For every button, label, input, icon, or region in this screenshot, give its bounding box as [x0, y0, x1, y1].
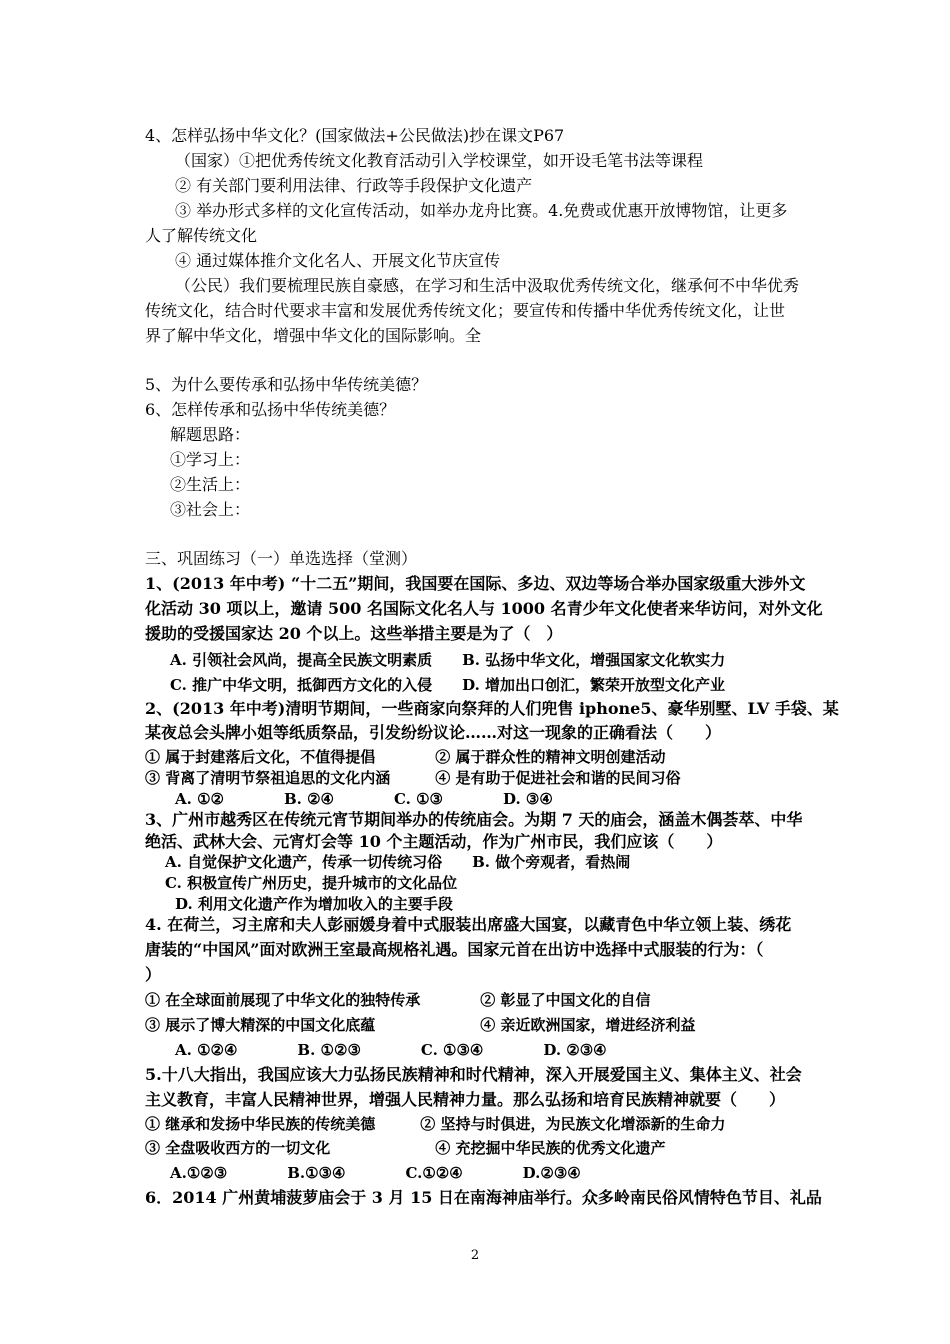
answer-options: A. 自觉保护文化遗产，传承一切传统习俗 B. 做个旁观者，看热闹	[165, 853, 631, 871]
page-number: 2	[470, 1248, 480, 1263]
question-text: 化活动 30 项以上，邀请 500 名国际文化名人与 1000 名青少年文化使者来华访问，对外文化	[145, 599, 823, 618]
answer-options: A.①②③ B.①③④ C.①②④ D.②③④	[170, 1164, 581, 1182]
answer-options: D. 利用文化遗产作为增加收入的主要手段	[175, 895, 453, 913]
text-line: 界了解中华文化，增强中华文化的国际影响。全	[145, 326, 482, 345]
question-text: 6．2014 广州黄埔菠萝庙会于 3 月 15 日在南海神庙举行。众多岭南民俗风情特色节目、礼品	[145, 1188, 822, 1207]
question-text: 主义教育，丰富人民精神世界，增强人民精神力量。那么弘扬和培育民族精神就要（ ）	[145, 1090, 786, 1109]
text-line: ③ 举办形式多样的文化宣传活动，如举办龙舟比赛。4.免费或优惠开放博物馆，让更多	[175, 201, 788, 220]
text-line: 人了解传统文化	[145, 226, 258, 245]
text-line: （公民）我们要梳理民族自豪感，在学习和生活中汲取优秀传统文化，继承何不中华优秀	[175, 276, 800, 295]
answer-options: ① 继承和发扬中华民族的传统美德 ② 坚持与时俱进，为民族文化增添新的生命力	[145, 1115, 726, 1133]
question-text: 4. 在荷兰，习主席和夫人彭丽媛身着中式服装出席盛大国宴，以藏青色中华立领上装、绣花	[145, 915, 792, 934]
question-text: 5.十八大指出，我国应该大力弘扬民族精神和时代精神，深入开展爱国主义、集体主义、社会	[145, 1065, 802, 1084]
answer-options: ③ 背离了清明节祭祖追思的文化内涵 ④ 是有助于促进社会和谐的民间习俗	[145, 769, 681, 787]
question-text: 绝活、武林大会、元宵灯会等 10 个主题活动，作为广州市民，我们应该（ ）	[145, 832, 723, 851]
answer-options: A. ①②④ B. ①②③ C. ①③④ D. ②③④	[175, 1041, 607, 1059]
question-text: ）	[145, 965, 162, 984]
answer-options: ① 在全球面前展现了中华文化的独特传承 ② 彰显了中国文化的自信	[145, 991, 651, 1009]
text-line: ③社会上：	[170, 500, 251, 519]
text-line: 解题思路：	[170, 425, 251, 444]
text-line: ②生活上：	[170, 475, 251, 494]
question-text: 2、(2013 年中考)清明节期间，一些商家向祭拜的人们兜售 iphone5、豪华别墅、LV 手袋、某	[145, 699, 839, 718]
answer-options: C. 推广中华文明，抵御西方文化的入侵 D. 增加出口创汇，繁荣开放型文化产业	[170, 676, 726, 694]
answer-options: ③ 全盘吸收西方的一切文化 ④ 充挖掘中华民族的优秀文化遗产	[145, 1139, 666, 1157]
question-text: 唐装的“中国风”面对欧洲王室最高规格礼遇。国家元首在出访中选择中式服装的行为：（	[145, 940, 764, 959]
text-line: ② 有关部门要利用法律、行政等手段保护文化遗产	[175, 176, 533, 195]
text-line: 6、怎样传承和弘扬中华传统美德？	[145, 400, 396, 419]
answer-options: C. 积极宣传广州历史，提升城市的文化品位	[165, 874, 458, 892]
section-heading: 三、巩固练习（一）单选选择（堂测）	[145, 549, 418, 568]
question-text: 援助的受援国家达 20 个以上。这些举措主要是为了（ ）	[145, 624, 563, 643]
question-text: 1、(2013 年中考) “十二五”期间，我国要在国际、多边、双边等场合举办国家级重大涉外文	[145, 574, 806, 593]
answer-options: A. ①② B. ②④ C. ①③ D. ③④	[175, 790, 553, 808]
answer-options: ③ 展示了博大精深的中国文化底蕴 ④ 亲近欧洲国家，增进经济利益	[145, 1016, 696, 1034]
text-line: ④ 通过媒体推介文化名人、开展文化节庆宣传	[175, 251, 501, 270]
answer-options: A. 引领社会风尚，提高全民族文明素质 B. 弘扬中华文化，增强国家文化软实力	[170, 651, 726, 669]
text-line: ①学习上：	[170, 450, 251, 469]
text-line: 4、怎样弘扬中华文化？(国家做法+公民做法)抄在课文P67	[145, 126, 565, 145]
text-line: （国家）①把优秀传统文化教育活动引入学校课堂，如开设毛笔书法等课程	[175, 151, 704, 170]
answer-options: ① 属于封建落后文化，不值得提倡 ② 属于群众性的精神文明创建活动	[145, 748, 666, 766]
question-text: 3、广州市越秀区在传统元宵节期间举办的传统庙会。为期 7 天的庙会，涵盖木偶荟萃、中华	[145, 810, 803, 829]
text-line: 5、为什么要传承和弘扬中华传统美德？	[145, 375, 428, 394]
text-line: 传统文化，结合时代要求丰富和发展优秀传统文化；要宣传和传播中华优秀传统文化，让世	[145, 301, 786, 320]
question-text: 某夜总会头牌小姐等纸质祭品，引发纷纷议论……对这一现象的正确看法（ ）	[145, 723, 722, 742]
